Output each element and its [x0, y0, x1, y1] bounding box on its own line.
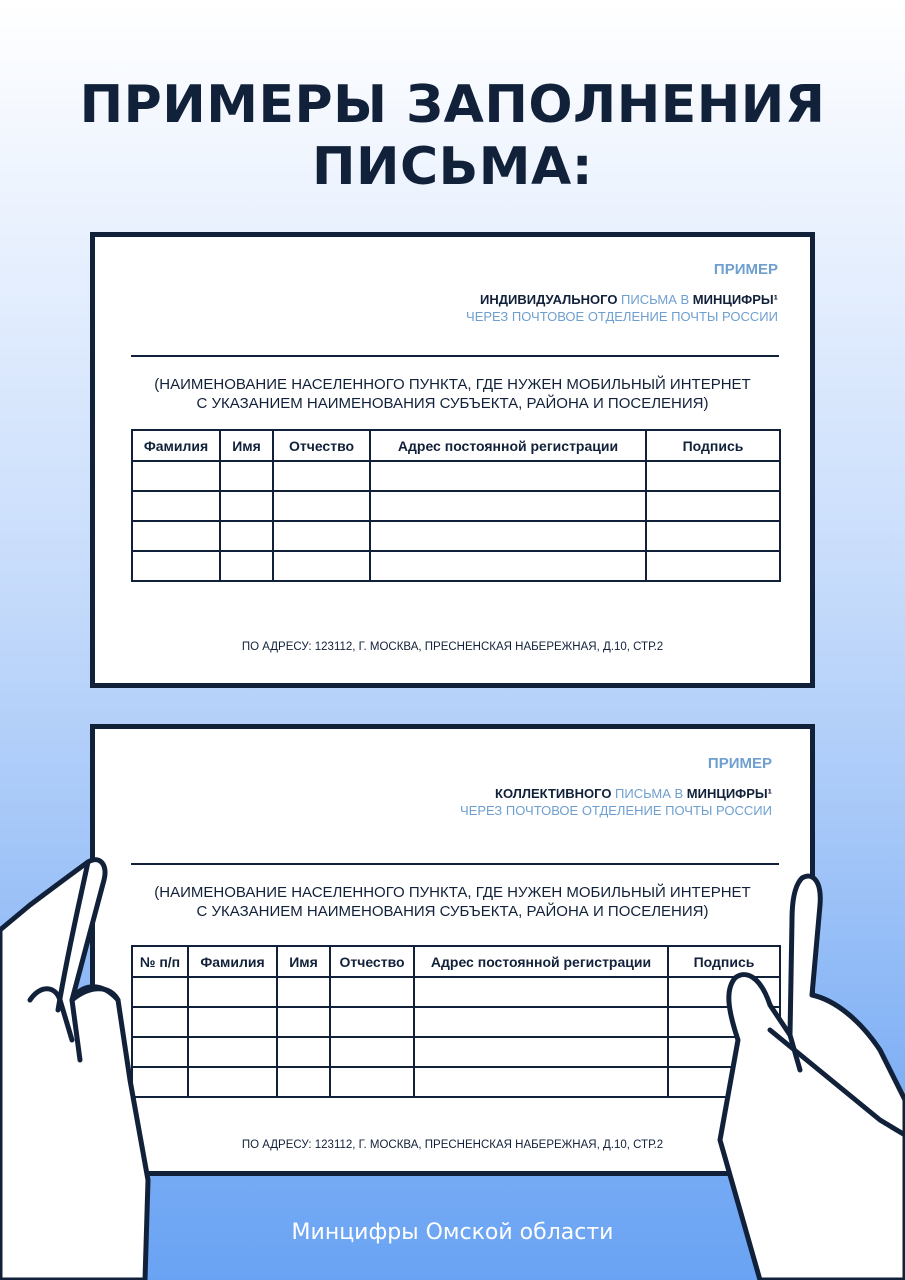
- letter-kind-bold: ИНДИВИДУАЛЬНОГО: [480, 292, 618, 307]
- column-header-number: № п/п: [132, 946, 188, 977]
- column-header-name: Имя: [220, 430, 273, 461]
- letter-route: ЧЕРЕЗ ПОЧТОВОЕ ОТДЕЛЕНИЕ ПОЧТЫ РОССИИ: [466, 309, 778, 324]
- column-header-name: Имя: [277, 946, 330, 977]
- settlement-placeholder-line-2: С УКАЗАНИЕМ НАИМЕНОВАНИЯ СУБЪЕКТА, РАЙОНА И ПОСЕЛЕНИЯ): [196, 903, 709, 920]
- column-header-signature: Подпись: [646, 430, 780, 461]
- page-title-line-2: ПИСЬМА:: [311, 137, 594, 197]
- footer-organization: Минцифры Омской области: [291, 1220, 614, 1245]
- letter-route: ЧЕРЕЗ ПОЧТОВОЕ ОТДЕЛЕНИЕ ПОЧТЫ РОССИИ: [460, 803, 772, 818]
- column-header-address: Адрес постоянной регистрации: [370, 430, 646, 461]
- settlement-placeholder-line-2: С УКАЗАНИЕМ НАИМЕНОВАНИЯ СУБЪЕКТА, РАЙОНА И ПОСЕЛЕНИЯ): [196, 395, 709, 412]
- letter-recipient: МИНЦИФРЫ¹: [686, 786, 772, 801]
- column-header-patronymic: Отчество: [330, 946, 414, 977]
- column-header-signature: Подпись: [668, 946, 780, 977]
- example-label: ПРИМЕР: [713, 261, 778, 278]
- settlement-placeholder-line-1: (НАИМЕНОВАНИЕ НАСЕЛЕННОГО ПУНКТА, ГДЕ НУЖЕН МОБИЛЬНЫЙ ИНТЕРНЕТ: [154, 376, 751, 393]
- example-label: ПРИМЕР: [707, 755, 772, 772]
- page-title-line-1: ПРИМЕРЫ ЗАПОЛНЕНИЯ: [79, 75, 826, 135]
- letter-recipient: МИНЦИФРЫ¹: [692, 292, 778, 307]
- column-header-surname: Фамилия: [188, 946, 277, 977]
- postal-address: ПО АДРЕСУ: 123112, Г. МОСКВА, ПРЕСНЕНСКАЯ НАБЕРЕЖНАЯ, Д.10, СТР.2: [241, 641, 664, 653]
- column-header-address: Адрес постоянной регистрации: [414, 946, 668, 977]
- settlement-placeholder-line-1: (НАИМЕНОВАНИЕ НАСЕЛЕННОГО ПУНКТА, ГДЕ НУЖЕН МОБИЛЬНЫЙ ИНТЕРНЕТ: [154, 884, 751, 901]
- letter-kind-mid: ПИСЬМА В: [611, 786, 687, 801]
- letter-kind-bold: КОЛЛЕКТИВНОГО: [495, 786, 612, 801]
- column-header-patronymic: Отчество: [273, 430, 370, 461]
- letter-kind-mid: ПИСЬМА В: [617, 292, 693, 307]
- column-header-surname: Фамилия: [132, 430, 220, 461]
- postal-address: ПО АДРЕСУ: 123112, Г. МОСКВА, ПРЕСНЕНСКАЯ НАБЕРЕЖНАЯ, Д.10, СТР.2: [241, 1139, 664, 1151]
